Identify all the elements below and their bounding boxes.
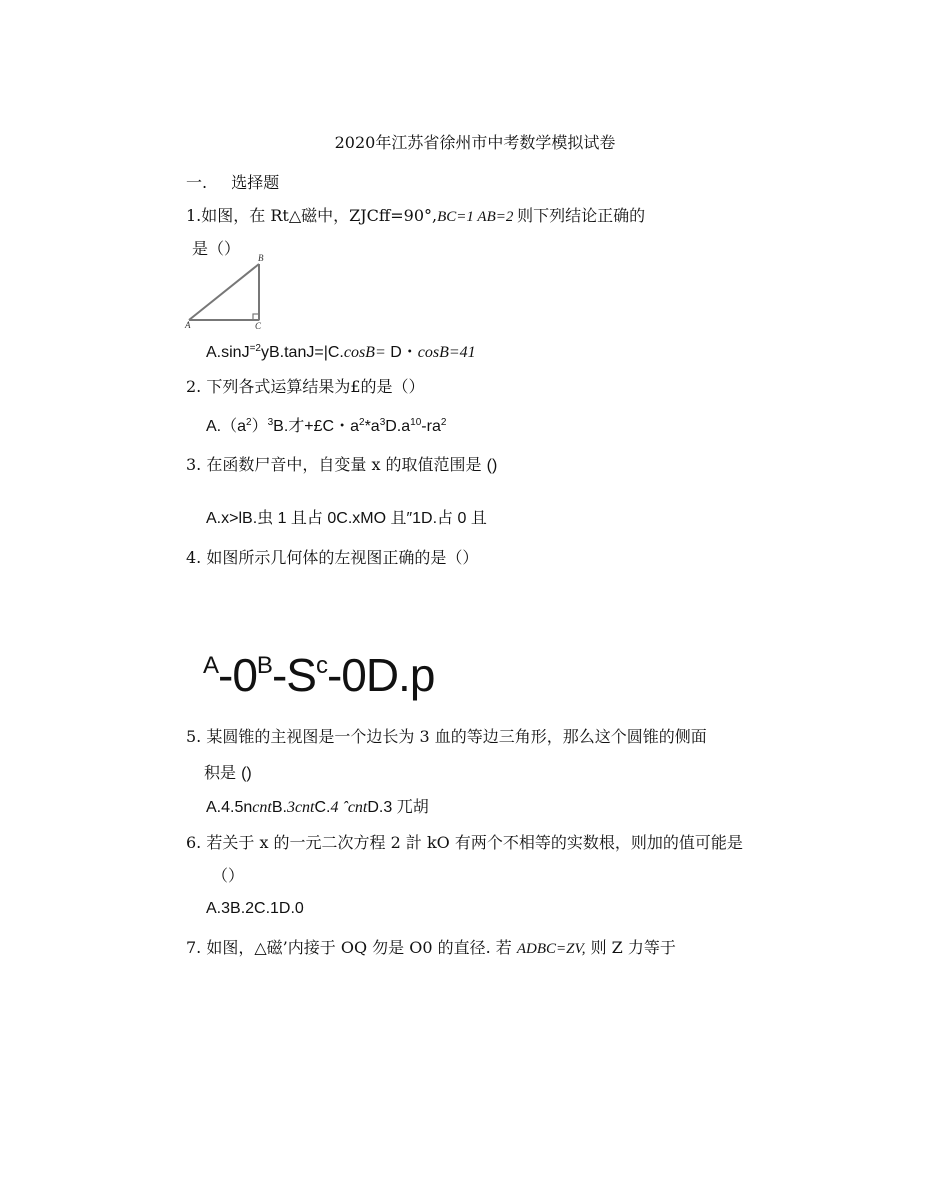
- q4-opt-a-label: A: [203, 652, 219, 679]
- q5-options: [206, 794, 429, 817]
- q2-sup-1: 2: [246, 417, 252, 428]
- q2-opt-d: D.a: [385, 418, 411, 435]
- q1-options: [206, 339, 476, 362]
- q2-opt-d-minus: -ra: [421, 418, 441, 435]
- page-title: 2020年江苏省徐州市中考数学模拟试卷: [334, 133, 616, 152]
- q2-sup-6: 2: [440, 417, 447, 428]
- q1-stem-line1: [186, 203, 645, 226]
- q5-opt-b: B.: [271, 799, 287, 816]
- q5-stem-text: 积是: [204, 763, 242, 782]
- q2-opt-bc: B.才+£C・a: [273, 418, 359, 435]
- q1-stem-line2: 是（）: [192, 239, 241, 258]
- right-triangle-figure: [183, 250, 273, 330]
- q5-opt-c: C.: [314, 799, 331, 816]
- q1-opt-d-value: cosB=41: [417, 344, 476, 361]
- q4-opt-c-label: c: [315, 652, 327, 679]
- q7-stem: [186, 935, 676, 958]
- q7-stem-angle: ADBC=ZV,: [516, 941, 586, 957]
- q5-stem-paren: (): [241, 765, 252, 782]
- q5-opt-c-value: 4 ˆcnt: [330, 799, 368, 816]
- q2-sup-5: 10: [410, 417, 422, 428]
- side-ab: [189, 264, 259, 320]
- q1-stem-a: 1.如图，在 Rt△磁中，ZJCff=90°,: [186, 206, 438, 225]
- q7-stem-text: 7. 如图，△磁’内接于 OQ 勿是 O0 的直径. 若: [186, 938, 517, 957]
- q4-opt-b: -S: [271, 649, 316, 701]
- q5-opt-d: D.3 兀胡: [367, 799, 429, 816]
- q2-opt-a-close: ）: [251, 418, 268, 435]
- q7-stem-end: 则 Z 力等于: [585, 938, 676, 957]
- section-heading: [186, 170, 279, 193]
- q1-opt-a: A.sinJ: [206, 344, 250, 361]
- q4-options: [203, 648, 434, 702]
- q5-opt-a: A.4.5n: [206, 799, 253, 816]
- q5-stem-line1: 5. 某圆锥的主视图是一个边长为 3 血的等边三角形，那么这个圆锥的侧面: [186, 727, 707, 746]
- q6-options: A.3B.2C.1D.0: [206, 900, 304, 917]
- q2-stem: 2. 下列各式运算结果为£的是（）: [186, 377, 425, 396]
- label-c: C: [255, 321, 262, 330]
- q1-opt-a-sup: =2: [249, 343, 261, 354]
- q4-opt-b-label: B: [256, 652, 272, 679]
- q4-opt-a: -0: [218, 649, 257, 701]
- q1-opt-c: cosB=: [343, 344, 386, 361]
- q4-opt-cd: -0D.p: [326, 649, 435, 701]
- q2-opt-c-mult: *a: [364, 418, 380, 435]
- q3-stem-paren: (): [486, 457, 498, 474]
- section-number: 一.: [186, 173, 208, 192]
- q5-opt-b-value: 3cnt: [286, 799, 315, 816]
- q3-options: A.x>lB.虫 1 且占 0C.xMO 且″1D.占 0 且: [206, 510, 487, 527]
- q6-stem-line1: 6. 若关于 x 的一元二次方程 2 計 kO 有两个不相等的实数根，则加的值可能是: [186, 833, 743, 852]
- q1-stem-b: BC=1 AB=2: [437, 209, 518, 225]
- q3-stem: [186, 452, 497, 475]
- q4-stem: 4. 如图所示几何体的左视图正确的是（）: [186, 548, 479, 567]
- q2-sup-2: 3: [267, 417, 274, 428]
- q2-sup-3: 2: [359, 417, 365, 428]
- q1-opt-d: D・: [385, 344, 418, 361]
- q1-stem-c: 则下列结论正确的: [517, 206, 646, 225]
- label-b: B: [258, 253, 264, 263]
- q6-stem-line2: （）: [212, 866, 245, 885]
- q2-options: [206, 413, 446, 436]
- q3-stem-text: 3. 在函数尸音中，自变量 x 的取值范围是: [186, 455, 487, 474]
- q2-opt-a: A.（a: [206, 418, 247, 435]
- q1-opt-b: yB.tanJ=|C.: [260, 344, 344, 361]
- section-name: 选择题: [231, 173, 280, 192]
- q5-stem-line2: [204, 760, 252, 783]
- label-a: A: [185, 320, 191, 330]
- q5-opt-a-unit: cnt: [252, 799, 272, 816]
- q2-sup-4: 3: [379, 417, 386, 428]
